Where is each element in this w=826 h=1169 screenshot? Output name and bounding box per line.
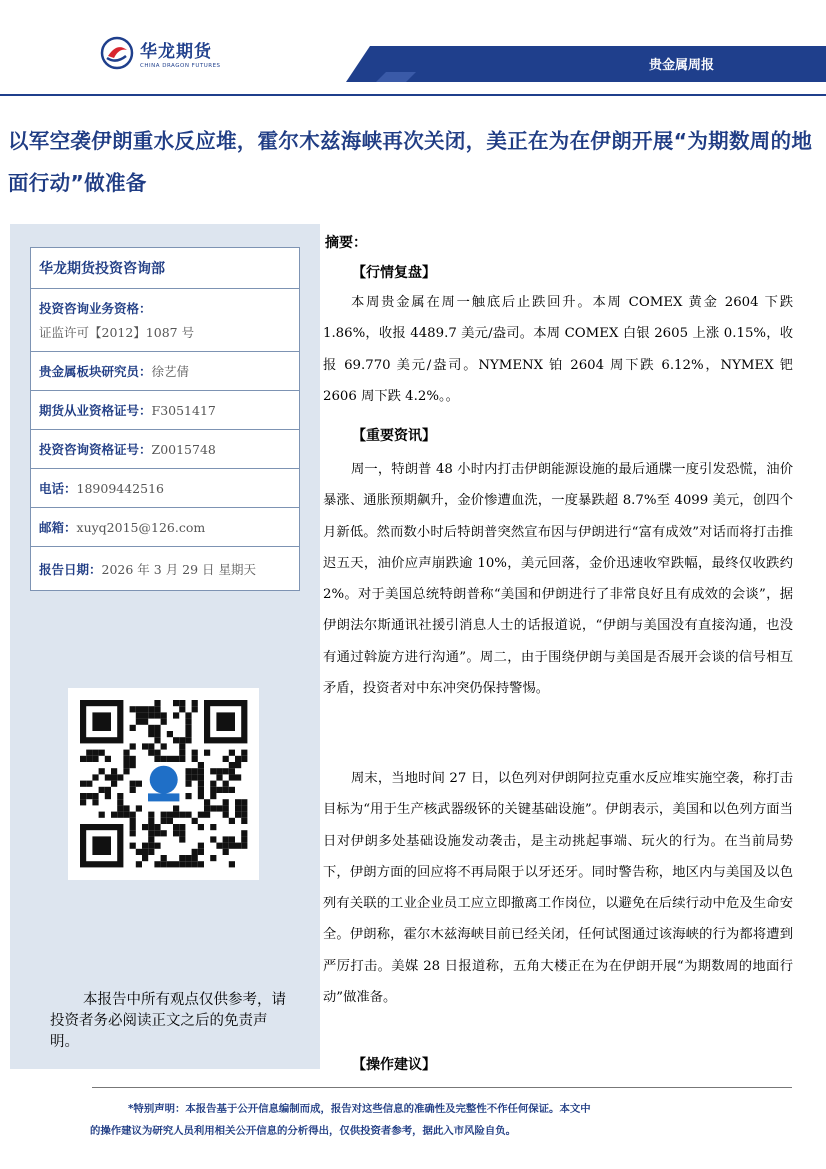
qualification-label: 投资咨询业务资格： [39, 301, 152, 316]
report-type: 贵金属周报 [648, 58, 714, 73]
dragon-logo-icon [100, 36, 134, 70]
email-value: xuyq2015@126.com [76, 519, 206, 535]
qualification-row [31, 289, 299, 352]
footer-divider [92, 1087, 792, 1088]
logo-english: CHINA DRAGON FUTURES [140, 63, 221, 69]
market-review-heading: 【行情复盘】 [352, 265, 436, 281]
date-row [31, 547, 299, 590]
phone-value: 18909442516 [76, 480, 164, 496]
news-paragraph-1: 周一，特朗普 48 小时内打击伊朗能源设施的最后通牒一度引发恐慌，油价暴涨、通胀预期飙升，金价惨遭血洗，一度暴跌超 8.7%至 4099 美元，创四个月新低。然而数小时后特朗普突然宣布因与伊朗进行“富有成效”对话而将打击推迟五天，油价应声崩跌逾 10%，美元回落，金价迅速收窄跌幅，最终仅收跌约 2%。对于美国总统特朗普称“美国和伊朗进行了非常良好且有成效的会谈”，据伊朗法尔斯通讯社援引消息人士的话报道说，“伊朗与美国没有直接沟通，也没有通过斡旋方进行沟通”。周二，由于围绕伊朗与美国是否展开会谈的信号相互矛盾，投资者对中东冲突仍保持警惕。 [323, 462, 793, 697]
consult-cert-row [31, 430, 299, 469]
header-divider [0, 94, 826, 96]
qr-code-icon [68, 688, 259, 880]
consult-cert-label: 投资咨询资格证号： [39, 442, 152, 457]
footer-line-1: *特别声明：本报告基于公开信息编制而成，报告对这些信息的准确性及完整性不作任何保证。本文中 [128, 1103, 591, 1115]
market-review-text: 本周贵金属在周一触底后止跌回升。本周 COMEX 黄金 2604 下跌 1.86%，收报 4489.7 美元/盎司。本周 COMEX 白银 2605 上涨 0.15%，收报 69.770 美元/盎司。NYMENX 铂 2604 周下跌 6.12%，NYMEX 钯 2606 周下跌 4.2%。。 [323, 295, 793, 404]
futures-cert-value: F3051417 [151, 402, 216, 418]
researcher-value: 徐艺倩 [151, 364, 190, 379]
footer-line-2: 的操作建议为研究人员利用相关公开信息的分析得出，仅供投资者参考，据此入市风险自负。 [90, 1125, 517, 1137]
department-name: 华龙期货投资咨询部 [31, 248, 299, 289]
report-title: 以军空袭伊朗重水反应堆，霍尔木兹海峡再次关闭，美正在为在伊朗开展“为期数周的地面行动”做准备 [8, 129, 813, 195]
contact-info-box [30, 247, 300, 591]
footer-disclaimer [90, 1098, 750, 1142]
logo-chinese: 华龙期货 [140, 42, 212, 62]
researcher-label: 贵金属板块研究员： [39, 364, 152, 379]
phone-label: 电话： [39, 481, 77, 496]
news-paragraph-2: 周末，当地时间 27 日，以色列对伊朗阿拉克重水反应堆实施空袭，称打击目标为“用于生产核武器级钚的关键基础设施”。伊朗表示，美国和以色列方面当日对伊朗多处基础设施发动袭击，是主动挑起事端、玩火的行为。在当前局势下，伊朗方面的回应将不再局限于以牙还牙。同时警告称，地区内与美国及以色列有关联的工业企业员工应立即撤离工作岗位，以避免在后续行动中危及生命安全。伊朗称，霍尔木兹海峡目前已经关闭，任何试图通过该海峡的行为都将遭到严厉打击。美媒 28 日报道称，五角大楼正在为在伊朗开展“为期数周的地面行动”做准备。 [323, 771, 793, 1006]
operation-heading: 【操作建议】 [352, 1057, 436, 1073]
email-label: 邮箱： [39, 520, 77, 535]
header-banner [346, 46, 826, 82]
qualification-value: 证监许可【2012】1087 号 [39, 325, 195, 340]
email-row [31, 508, 299, 547]
date-value: 2026 年 3 月 29 日 星期天 [101, 561, 257, 577]
date-label: 报告日期： [39, 561, 102, 577]
futures-cert-row [31, 391, 299, 430]
futures-cert-label: 期货从业资格证号： [39, 403, 152, 418]
news-heading: 【重要资讯】 [352, 428, 436, 444]
consult-cert-value: Z0015748 [151, 441, 216, 457]
qr-code-card [68, 688, 259, 880]
company-logo [100, 36, 221, 70]
sidebar-disclaimer: 本报告中所有观点仅供参考，请投资者务必阅读正文之后的免责声明。 [50, 992, 286, 1050]
abstract-label: 摘要： [325, 235, 367, 251]
researcher-row [31, 352, 299, 391]
phone-row [31, 469, 299, 508]
